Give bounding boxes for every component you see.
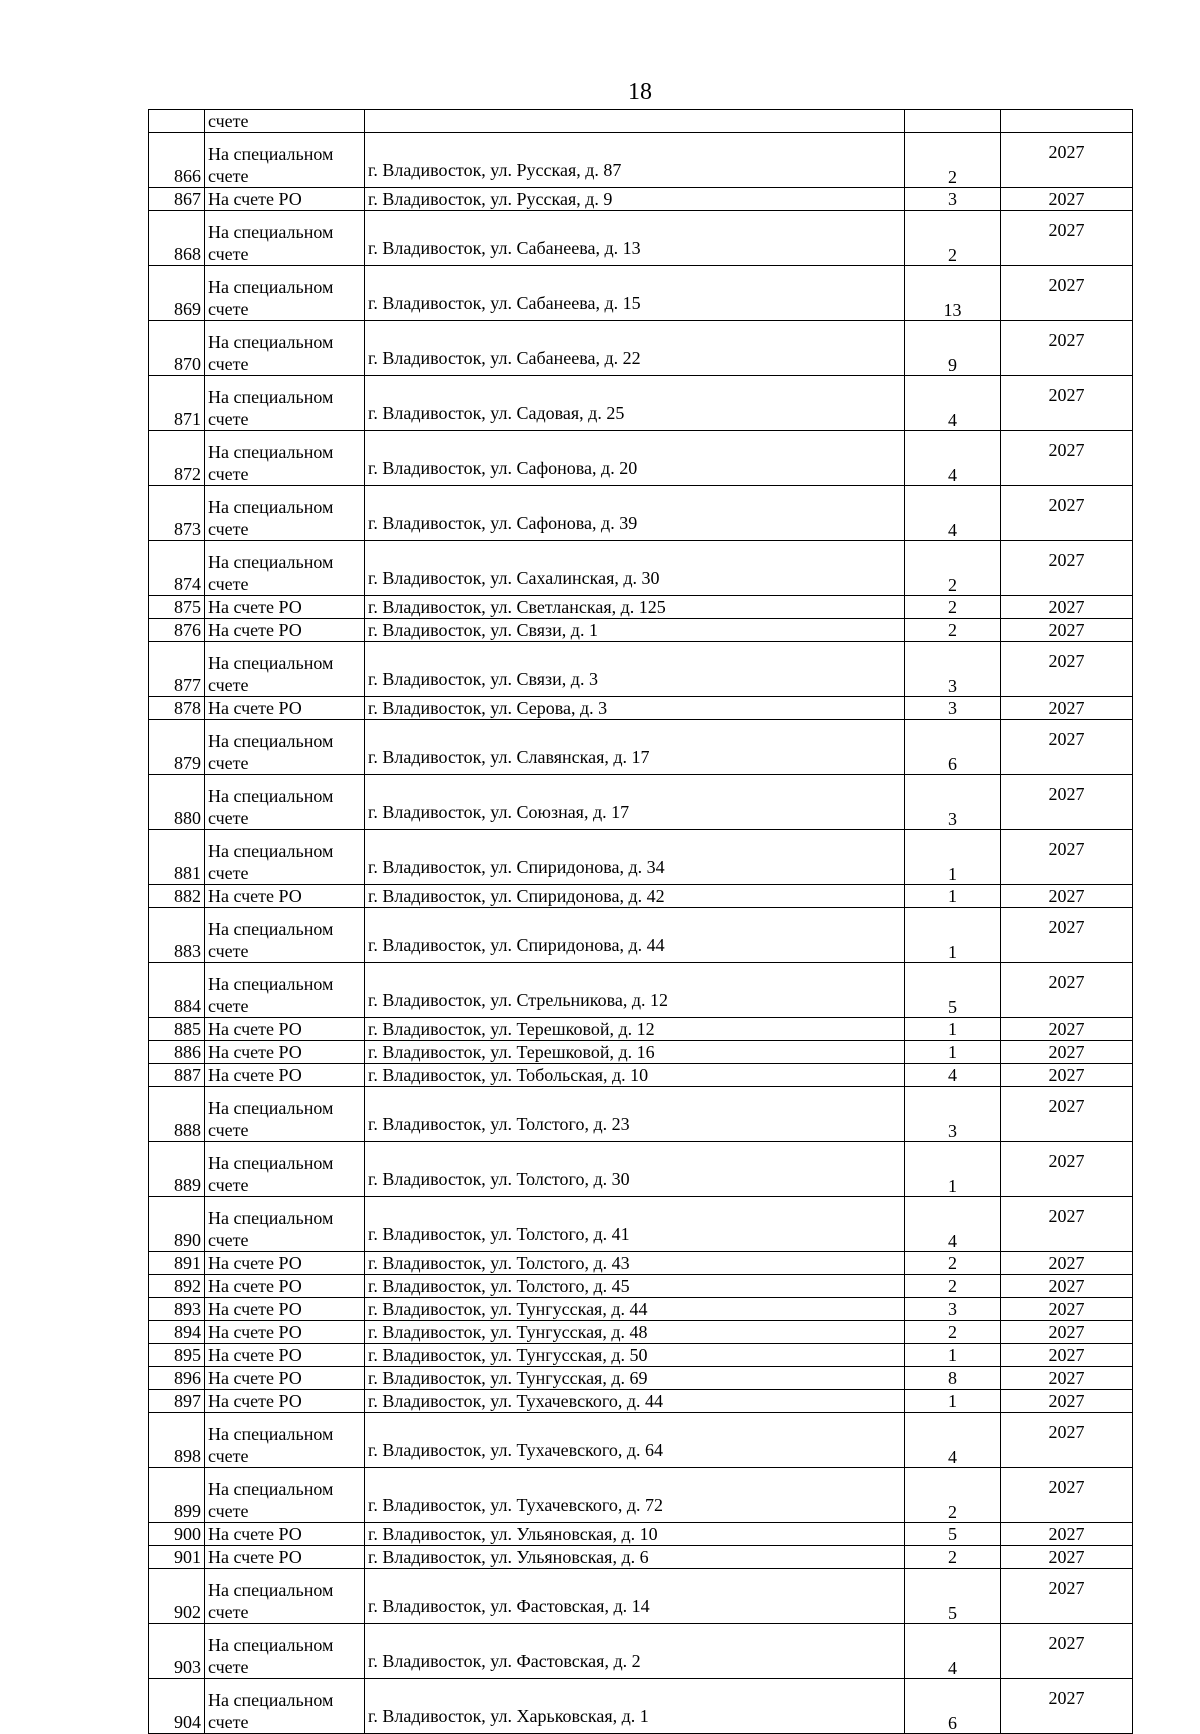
row-number-cell: 888 xyxy=(149,1087,205,1142)
year-cell xyxy=(1001,110,1133,133)
year-cell: 2027 xyxy=(1001,1523,1133,1546)
funding-method-cell: На счете РО xyxy=(205,885,365,908)
year-cell: 2027 xyxy=(1001,321,1133,376)
year-cell: 2027 xyxy=(1001,1197,1133,1252)
count-cell: 6 xyxy=(905,720,1001,775)
table-row xyxy=(149,1624,1133,1679)
row-number-cell: 889 xyxy=(149,1142,205,1197)
count-cell: 3 xyxy=(905,697,1001,720)
funding-method-cell: На специальном счете xyxy=(205,1468,365,1523)
year-cell: 2027 xyxy=(1001,431,1133,486)
row-number-cell: 898 xyxy=(149,1413,205,1468)
funding-method-cell: На специальном счете xyxy=(205,266,365,321)
row-number-cell: 868 xyxy=(149,211,205,266)
address-cell: г. Владивосток, ул. Толстого, д. 41 xyxy=(365,1197,905,1252)
year-cell: 2027 xyxy=(1001,1064,1133,1087)
table-row xyxy=(149,486,1133,541)
count-cell: 3 xyxy=(905,642,1001,697)
row-number-cell: 893 xyxy=(149,1298,205,1321)
year-cell: 2027 xyxy=(1001,1390,1133,1413)
address-cell: г. Владивосток, ул. Харьковская, д. 1 xyxy=(365,1679,905,1734)
year-cell: 2027 xyxy=(1001,642,1133,697)
year-cell: 2027 xyxy=(1001,1344,1133,1367)
table-row xyxy=(149,1468,1133,1523)
address-cell: г. Владивосток, ул. Тобольская, д. 10 xyxy=(365,1064,905,1087)
address-cell: г. Владивосток, ул. Терешковой, д. 12 xyxy=(365,1018,905,1041)
year-cell: 2027 xyxy=(1001,133,1133,188)
row-number-cell: 867 xyxy=(149,188,205,211)
table-row xyxy=(149,1197,1133,1252)
count-cell: 8 xyxy=(905,1367,1001,1390)
table-row xyxy=(149,642,1133,697)
row-number-cell: 897 xyxy=(149,1390,205,1413)
row-number-cell: 885 xyxy=(149,1018,205,1041)
funding-method-cell: На специальном счете xyxy=(205,376,365,431)
address-cell: г. Владивосток, ул. Славянская, д. 17 xyxy=(365,720,905,775)
address-cell: г. Владивосток, ул. Тунгусская, д. 69 xyxy=(365,1367,905,1390)
year-cell: 2027 xyxy=(1001,541,1133,596)
funding-method-cell: На специальном счете xyxy=(205,963,365,1018)
address-cell: г. Владивосток, ул. Тухачевского, д. 72 xyxy=(365,1468,905,1523)
count-cell: 3 xyxy=(905,1298,1001,1321)
count-cell xyxy=(905,110,1001,133)
address-cell: г. Владивосток, ул. Садовая, д. 25 xyxy=(365,376,905,431)
row-number-cell: 903 xyxy=(149,1624,205,1679)
row-number-cell: 881 xyxy=(149,830,205,885)
year-cell: 2027 xyxy=(1001,1546,1133,1569)
row-number-cell: 895 xyxy=(149,1344,205,1367)
address-cell: г. Владивосток, ул. Союзная, д. 17 xyxy=(365,775,905,830)
funding-method-cell: На счете РО xyxy=(205,1252,365,1275)
funding-method-cell: На счете РО xyxy=(205,1018,365,1041)
year-cell: 2027 xyxy=(1001,266,1133,321)
year-cell: 2027 xyxy=(1001,720,1133,775)
table-row xyxy=(149,830,1133,885)
address-cell: г. Владивосток, ул. Фастовская, д. 14 xyxy=(365,1569,905,1624)
year-cell: 2027 xyxy=(1001,1679,1133,1734)
table-row xyxy=(149,1298,1133,1321)
year-cell: 2027 xyxy=(1001,211,1133,266)
address-cell: г. Владивосток, ул. Спиридонова, д. 44 xyxy=(365,908,905,963)
count-cell: 2 xyxy=(905,133,1001,188)
address-cell: г. Владивосток, ул. Ульяновская, д. 6 xyxy=(365,1546,905,1569)
address-cell: г. Владивосток, ул. Серова, д. 3 xyxy=(365,697,905,720)
address-cell: г. Владивосток, ул. Спиридонова, д. 34 xyxy=(365,830,905,885)
address-cell: г. Владивосток, ул. Сабанеева, д. 22 xyxy=(365,321,905,376)
row-number-cell: 891 xyxy=(149,1252,205,1275)
funding-method-cell: На счете РО xyxy=(205,697,365,720)
funding-method-cell: На специальном счете xyxy=(205,486,365,541)
count-cell: 9 xyxy=(905,321,1001,376)
count-cell: 3 xyxy=(905,775,1001,830)
funding-method-cell: На счете РО xyxy=(205,1367,365,1390)
row-number-cell: 890 xyxy=(149,1197,205,1252)
table-row xyxy=(149,1679,1133,1734)
address-cell: г. Владивосток, ул. Сахалинская, д. 30 xyxy=(365,541,905,596)
count-cell: 5 xyxy=(905,1523,1001,1546)
table-row xyxy=(149,1142,1133,1197)
funding-method-cell: На счете РО xyxy=(205,1523,365,1546)
year-cell: 2027 xyxy=(1001,885,1133,908)
year-cell: 2027 xyxy=(1001,1041,1133,1064)
count-cell: 4 xyxy=(905,486,1001,541)
count-cell: 4 xyxy=(905,376,1001,431)
table-row xyxy=(149,431,1133,486)
year-cell: 2027 xyxy=(1001,1275,1133,1298)
count-cell: 4 xyxy=(905,1197,1001,1252)
row-number-cell: 870 xyxy=(149,321,205,376)
table-row xyxy=(149,188,1133,211)
row-number-cell: 884 xyxy=(149,963,205,1018)
address-cell: г. Владивосток, ул. Тунгусская, д. 50 xyxy=(365,1344,905,1367)
address-cell: г. Владивосток, ул. Толстого, д. 43 xyxy=(365,1252,905,1275)
count-cell: 2 xyxy=(905,596,1001,619)
funding-method-cell: На специальном счете xyxy=(205,541,365,596)
table-row xyxy=(149,1367,1133,1390)
table-row xyxy=(149,697,1133,720)
table-row xyxy=(149,1087,1133,1142)
table-row xyxy=(149,541,1133,596)
funding-method-cell: На специальном счете xyxy=(205,1197,365,1252)
address-cell: г. Владивосток, ул. Тухачевского, д. 64 xyxy=(365,1413,905,1468)
funding-method-cell: На специальном счете xyxy=(205,642,365,697)
address-cell: г. Владивосток, ул. Связи, д. 3 xyxy=(365,642,905,697)
table-row xyxy=(149,775,1133,830)
table-row xyxy=(149,1018,1133,1041)
year-cell: 2027 xyxy=(1001,619,1133,642)
table-row xyxy=(149,885,1133,908)
row-number-cell: 900 xyxy=(149,1523,205,1546)
row-number-cell: 876 xyxy=(149,619,205,642)
row-number-cell: 873 xyxy=(149,486,205,541)
address-cell: г. Владивосток, ул. Тунгусская, д. 48 xyxy=(365,1321,905,1344)
count-cell: 4 xyxy=(905,1064,1001,1087)
row-number-cell: 872 xyxy=(149,431,205,486)
year-cell: 2027 xyxy=(1001,908,1133,963)
address-cell: г. Владивосток, ул. Спиридонова, д. 42 xyxy=(365,885,905,908)
address-cell: г. Владивосток, ул. Сафонова, д. 39 xyxy=(365,486,905,541)
count-cell: 6 xyxy=(905,1679,1001,1734)
funding-method-cell: На счете РО xyxy=(205,1390,365,1413)
count-cell: 2 xyxy=(905,1546,1001,1569)
address-cell: г. Владивосток, ул. Сабанеева, д. 15 xyxy=(365,266,905,321)
year-cell: 2027 xyxy=(1001,1468,1133,1523)
table-row xyxy=(149,266,1133,321)
count-cell: 2 xyxy=(905,1468,1001,1523)
funding-method-cell: На счете РО xyxy=(205,1064,365,1087)
funding-method-cell: На счете РО xyxy=(205,1546,365,1569)
count-cell: 1 xyxy=(905,1344,1001,1367)
page-number: 18 xyxy=(628,79,652,105)
table-row xyxy=(149,1569,1133,1624)
year-cell: 2027 xyxy=(1001,596,1133,619)
year-cell: 2027 xyxy=(1001,486,1133,541)
count-cell: 1 xyxy=(905,1018,1001,1041)
count-cell: 3 xyxy=(905,188,1001,211)
count-cell: 1 xyxy=(905,1041,1001,1064)
funding-method-cell: На счете РО xyxy=(205,1321,365,1344)
row-number-cell: 883 xyxy=(149,908,205,963)
row-number-cell: 871 xyxy=(149,376,205,431)
count-cell: 2 xyxy=(905,541,1001,596)
row-number-cell: 879 xyxy=(149,720,205,775)
table-row xyxy=(149,596,1133,619)
count-cell: 4 xyxy=(905,1624,1001,1679)
count-cell: 4 xyxy=(905,1413,1001,1468)
funding-method-cell: На специальном счете xyxy=(205,1569,365,1624)
table-row xyxy=(149,963,1133,1018)
count-cell: 2 xyxy=(905,1321,1001,1344)
table-row xyxy=(149,720,1133,775)
year-cell: 2027 xyxy=(1001,963,1133,1018)
funding-method-cell: На специальном счете xyxy=(205,775,365,830)
funding-method-cell: На счете РО xyxy=(205,1275,365,1298)
address-cell: г. Владивосток, ул. Русская, д. 9 xyxy=(365,188,905,211)
funding-method-cell: На счете РО xyxy=(205,188,365,211)
year-cell: 2027 xyxy=(1001,1321,1133,1344)
address-cell: г. Владивосток, ул. Ульяновская, д. 10 xyxy=(365,1523,905,1546)
table-row xyxy=(149,133,1133,188)
year-cell: 2027 xyxy=(1001,830,1133,885)
row-number-cell: 899 xyxy=(149,1468,205,1523)
row-number-cell: 878 xyxy=(149,697,205,720)
table-row xyxy=(149,1390,1133,1413)
year-cell: 2027 xyxy=(1001,1413,1133,1468)
funding-method-cell: На счете РО xyxy=(205,1344,365,1367)
table-body xyxy=(149,110,1133,1734)
address-cell: г. Владивосток, ул. Толстого, д. 23 xyxy=(365,1087,905,1142)
year-cell: 2027 xyxy=(1001,1087,1133,1142)
table-row xyxy=(149,1413,1133,1468)
count-cell: 2 xyxy=(905,211,1001,266)
year-cell: 2027 xyxy=(1001,697,1133,720)
count-cell: 1 xyxy=(905,1142,1001,1197)
year-cell: 2027 xyxy=(1001,1624,1133,1679)
address-cell: г. Владивосток, ул. Связи, д. 1 xyxy=(365,619,905,642)
address-cell: г. Владивосток, ул. Толстого, д. 45 xyxy=(365,1275,905,1298)
table-row xyxy=(149,1275,1133,1298)
table-row xyxy=(149,211,1133,266)
table-row xyxy=(149,619,1133,642)
funding-method-cell: счете xyxy=(205,110,365,133)
funding-method-cell: На специальном счете xyxy=(205,133,365,188)
year-cell: 2027 xyxy=(1001,1252,1133,1275)
count-cell: 2 xyxy=(905,619,1001,642)
address-cell: г. Владивосток, ул. Толстого, д. 30 xyxy=(365,1142,905,1197)
count-cell: 1 xyxy=(905,908,1001,963)
funding-method-cell: На специальном счете xyxy=(205,431,365,486)
address-cell: г. Владивосток, ул. Тухачевского, д. 44 xyxy=(365,1390,905,1413)
count-cell: 3 xyxy=(905,1087,1001,1142)
address-cell: г. Владивосток, ул. Сабанеева, д. 13 xyxy=(365,211,905,266)
funding-method-cell: На специальном счете xyxy=(205,1142,365,1197)
funding-method-cell: На счете РО xyxy=(205,1298,365,1321)
count-cell: 13 xyxy=(905,266,1001,321)
row-number-cell: 886 xyxy=(149,1041,205,1064)
count-cell: 2 xyxy=(905,1252,1001,1275)
table-row xyxy=(149,321,1133,376)
count-cell: 4 xyxy=(905,431,1001,486)
row-number-cell: 904 xyxy=(149,1679,205,1734)
count-cell: 1 xyxy=(905,830,1001,885)
funding-method-cell: На специальном счете xyxy=(205,1087,365,1142)
funding-method-cell: На специальном счете xyxy=(205,1624,365,1679)
table-row xyxy=(149,1523,1133,1546)
row-number-cell: 882 xyxy=(149,885,205,908)
funding-method-cell: На специальном счете xyxy=(205,1413,365,1468)
year-cell: 2027 xyxy=(1001,775,1133,830)
funding-method-cell: На счете РО xyxy=(205,596,365,619)
row-number-cell xyxy=(149,110,205,133)
address-cell xyxy=(365,110,905,133)
address-cell: г. Владивосток, ул. Сафонова, д. 20 xyxy=(365,431,905,486)
row-number-cell: 880 xyxy=(149,775,205,830)
row-number-cell: 901 xyxy=(149,1546,205,1569)
funding-method-cell: На счете РО xyxy=(205,619,365,642)
year-cell: 2027 xyxy=(1001,188,1133,211)
address-cell: г. Владивосток, ул. Фастовская, д. 2 xyxy=(365,1624,905,1679)
count-cell: 5 xyxy=(905,1569,1001,1624)
table-row xyxy=(149,1546,1133,1569)
funding-method-cell: На специальном счете xyxy=(205,211,365,266)
row-number-cell: 869 xyxy=(149,266,205,321)
year-cell: 2027 xyxy=(1001,1142,1133,1197)
row-number-cell: 866 xyxy=(149,133,205,188)
table-row xyxy=(149,376,1133,431)
table-row xyxy=(149,908,1133,963)
year-cell: 2027 xyxy=(1001,1018,1133,1041)
row-number-cell: 892 xyxy=(149,1275,205,1298)
address-cell: г. Владивосток, ул. Русская, д. 87 xyxy=(365,133,905,188)
table-row xyxy=(149,1252,1133,1275)
continuation-row xyxy=(149,110,1133,133)
row-number-cell: 874 xyxy=(149,541,205,596)
funding-method-cell: На специальном счете xyxy=(205,720,365,775)
year-cell: 2027 xyxy=(1001,376,1133,431)
row-number-cell: 894 xyxy=(149,1321,205,1344)
count-cell: 1 xyxy=(905,885,1001,908)
funding-method-cell: На счете РО xyxy=(205,1041,365,1064)
address-cell: г. Владивосток, ул. Светланская, д. 125 xyxy=(365,596,905,619)
housing-registry-table xyxy=(148,109,1133,1734)
funding-method-cell: На специальном счете xyxy=(205,830,365,885)
row-number-cell: 902 xyxy=(149,1569,205,1624)
year-cell: 2027 xyxy=(1001,1298,1133,1321)
row-number-cell: 887 xyxy=(149,1064,205,1087)
table-row xyxy=(149,1321,1133,1344)
address-cell: г. Владивосток, ул. Стрельникова, д. 12 xyxy=(365,963,905,1018)
table-row xyxy=(149,1041,1133,1064)
row-number-cell: 877 xyxy=(149,642,205,697)
address-cell: г. Владивосток, ул. Тунгусская, д. 44 xyxy=(365,1298,905,1321)
year-cell: 2027 xyxy=(1001,1569,1133,1624)
count-cell: 5 xyxy=(905,963,1001,1018)
row-number-cell: 875 xyxy=(149,596,205,619)
funding-method-cell: На специальном счете xyxy=(205,1679,365,1734)
count-cell: 2 xyxy=(905,1275,1001,1298)
address-cell: г. Владивосток, ул. Терешковой, д. 16 xyxy=(365,1041,905,1064)
funding-method-cell: На специальном счете xyxy=(205,321,365,376)
table-row xyxy=(149,1344,1133,1367)
row-number-cell: 896 xyxy=(149,1367,205,1390)
table-row xyxy=(149,1064,1133,1087)
funding-method-cell: На специальном счете xyxy=(205,908,365,963)
year-cell: 2027 xyxy=(1001,1367,1133,1390)
count-cell: 1 xyxy=(905,1390,1001,1413)
